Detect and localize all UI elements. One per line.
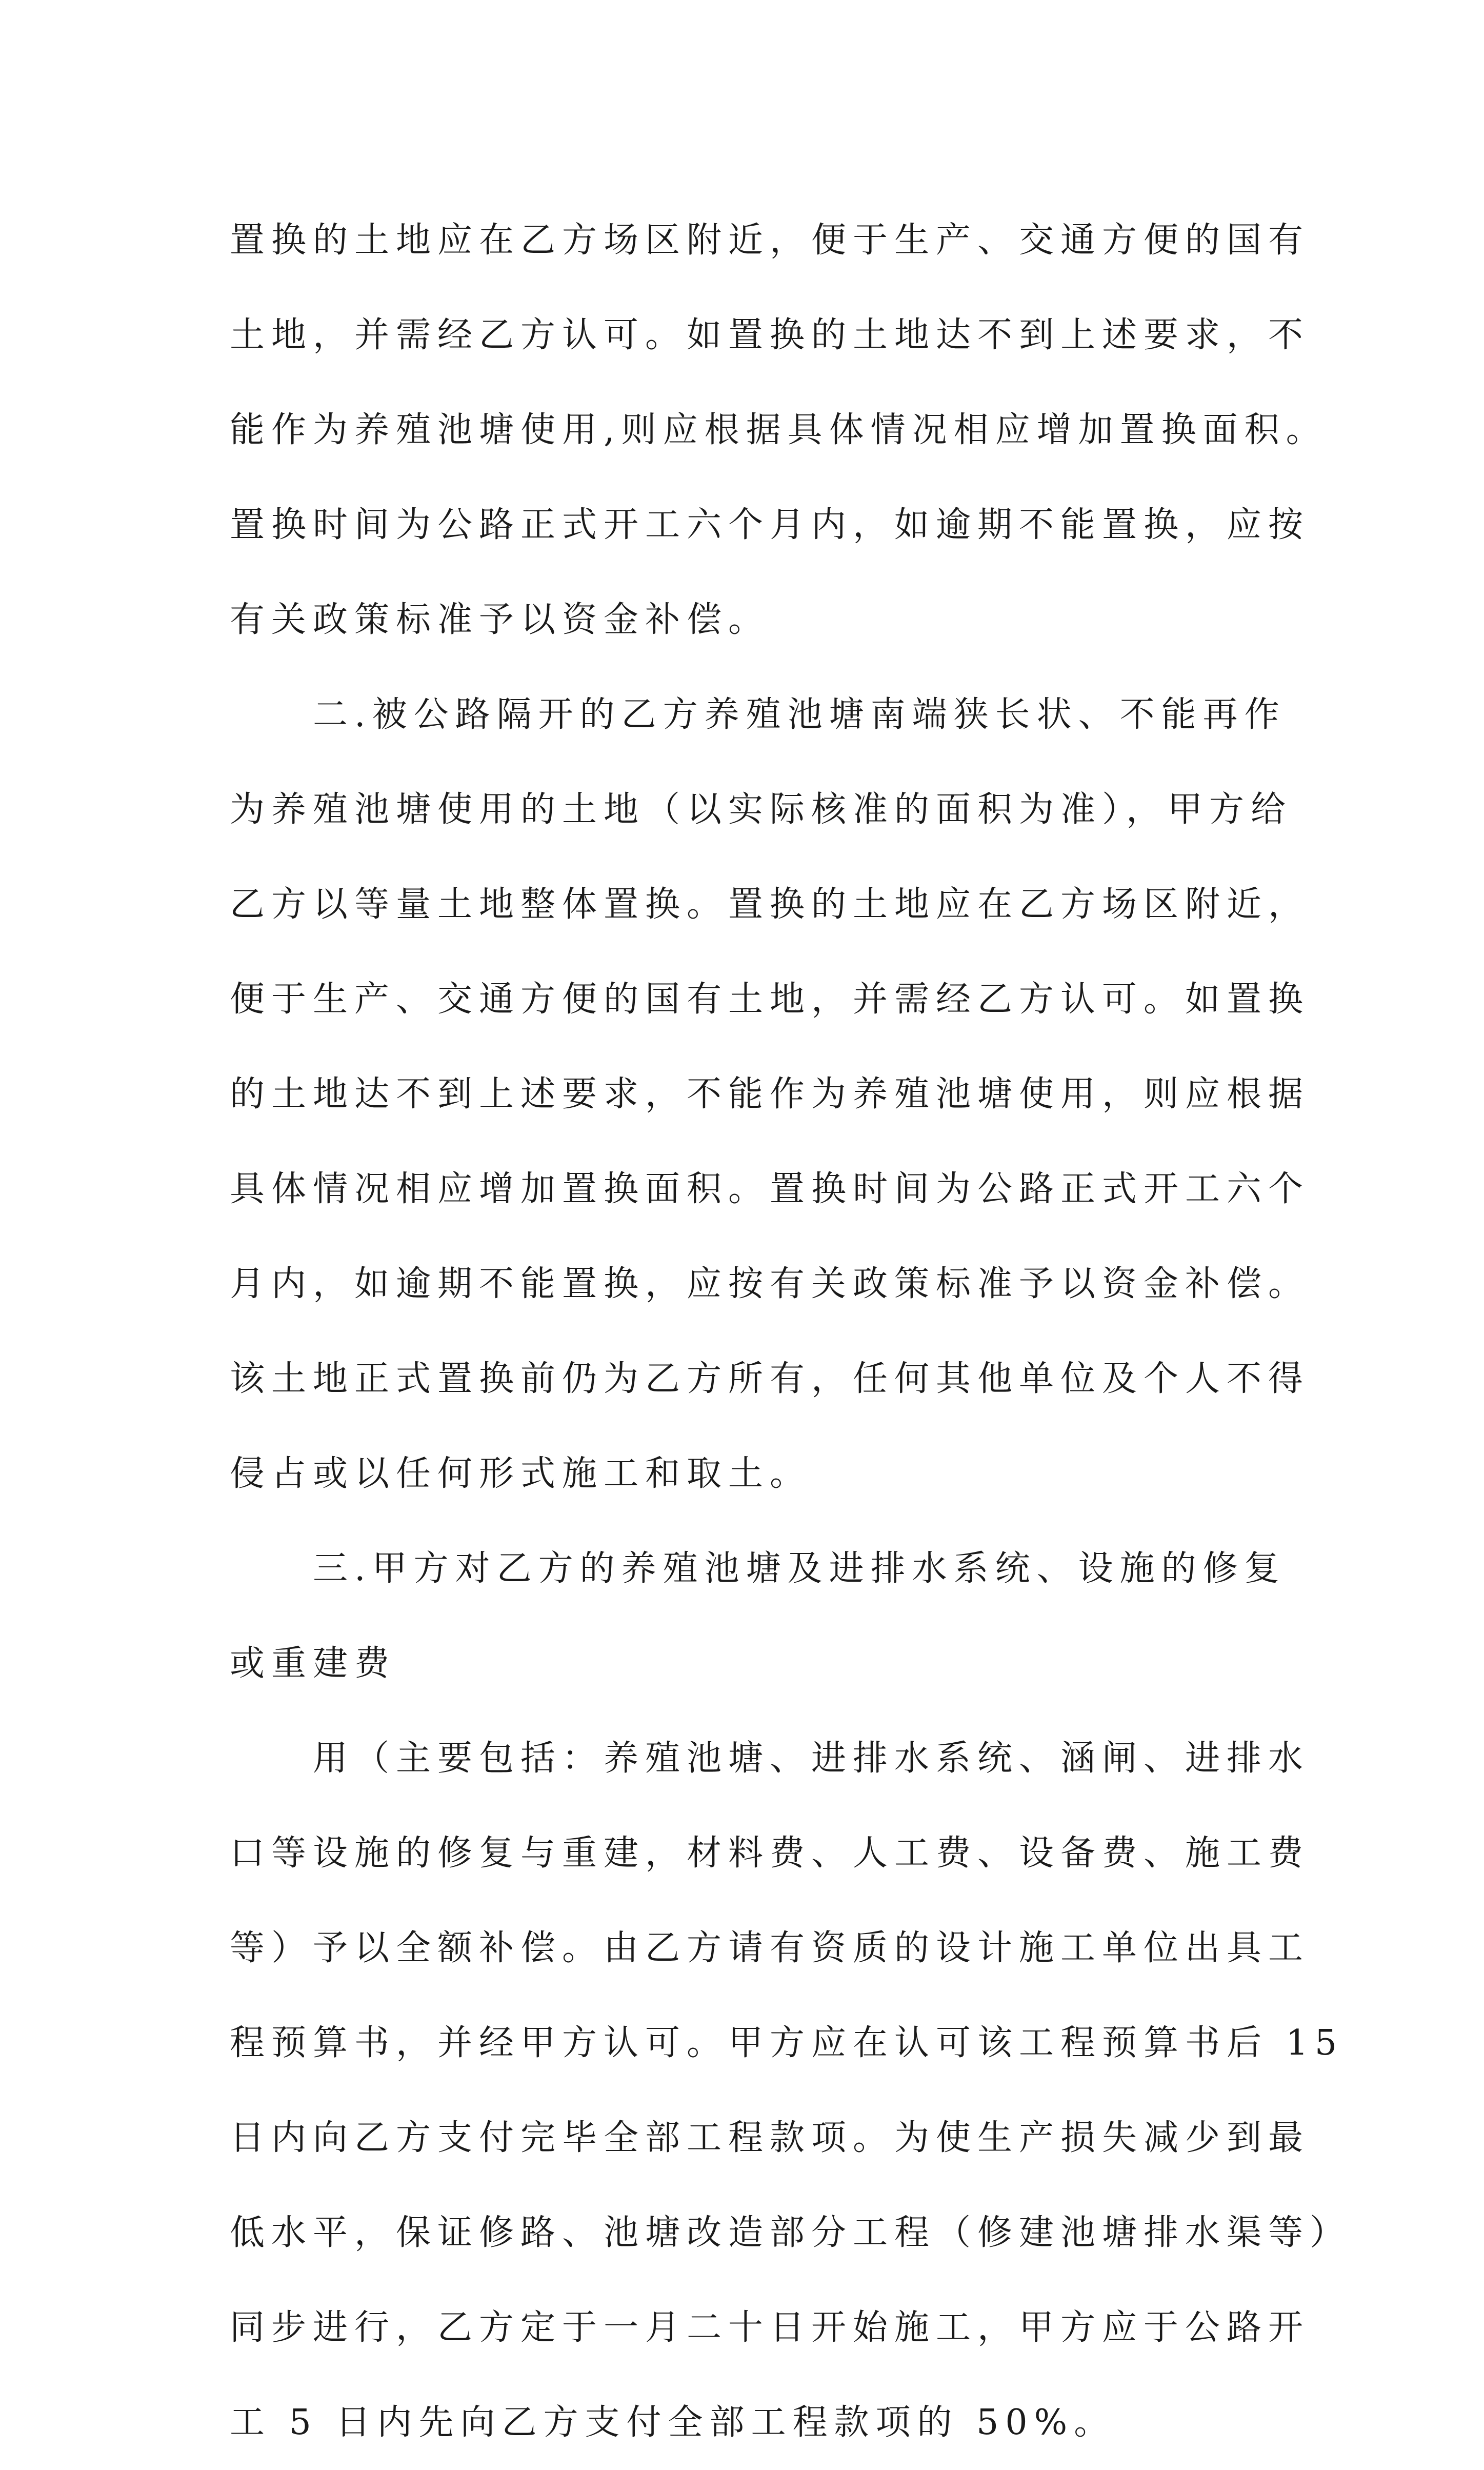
text-line: 低水平，保证修路、池塘改造部分工程（修建池塘排水渠等）: [230, 2213, 1352, 2253]
text-line: 同步进行，乙方定于一月二十日开始施工，甲方应于公路开: [230, 2307, 1310, 2348]
text-line: 置换时间为公路正式开工六个月内，如逾期不能置换，应按: [230, 505, 1310, 545]
text-line: 乙方以等量土地整体置换。置换的土地应在乙方场区附近，: [230, 884, 1310, 925]
text-line: 便于生产、交通方便的国有土地，并需经乙方认可。如置换: [230, 979, 1310, 1020]
paragraph-start-line: 用（主要包括：养殖池塘、进排水系统、涵闸、进排水: [313, 1738, 1310, 1779]
text-line: 侵占或以任何形式施工和取土。: [230, 1453, 812, 1494]
text-line: 或重建费: [230, 1643, 396, 1684]
text-line: 为养殖池塘使用的土地（以实际核准的面积为准），甲方给: [230, 789, 1293, 830]
text-line: 具体情况相应增加置换面积。置换时间为公路正式开工六个: [230, 1169, 1310, 1209]
text-line: 口等设施的修复与重建，材料费、人工费、设备费、施工费: [230, 1833, 1310, 1874]
text-line: 工 5 日内先向乙方支付全部工程款项的 50%。: [230, 2402, 1116, 2443]
text-line: 日内向乙方支付完毕全部工程款项。为使生产损失减少到最: [230, 2118, 1310, 2158]
text-line: 等）予以全额补偿。由乙方请有资质的设计施工单位出具工: [230, 1928, 1310, 1968]
paragraph-start-line: 三.甲方对乙方的养殖池塘及进排水系统、设施的修复: [313, 1548, 1286, 1589]
text-line: 有关政策标准予以资金补偿。: [230, 600, 770, 640]
text-line: 该土地正式置换前仍为乙方所有，任何其他单位及个人不得: [230, 1359, 1310, 1399]
text-line: 程预算书，并经甲方认可。甲方应在认可该工程预算书后 15: [230, 2023, 1344, 2063]
paragraph-start-line: 二.被公路隔开的乙方养殖池塘南端狭长状、不能再作: [313, 694, 1286, 735]
text-line: 置换的土地应在乙方场区附近，便于生产、交通方便的国有: [230, 220, 1310, 261]
text-line: 的土地达不到上述要求，不能作为养殖池塘使用，则应根据: [230, 1074, 1310, 1114]
text-line: 月内，如逾期不能置换，应按有关政策标准予以资金补偿。: [230, 1264, 1310, 1304]
text-line: 土地，并需经乙方认可。如置换的土地达不到上述要求，不: [230, 315, 1310, 355]
text-line: 能作为养殖池塘使用,则应根据具体情况相应增加置换面积。: [230, 410, 1328, 450]
document-body: [230, 193, 1352, 2470]
